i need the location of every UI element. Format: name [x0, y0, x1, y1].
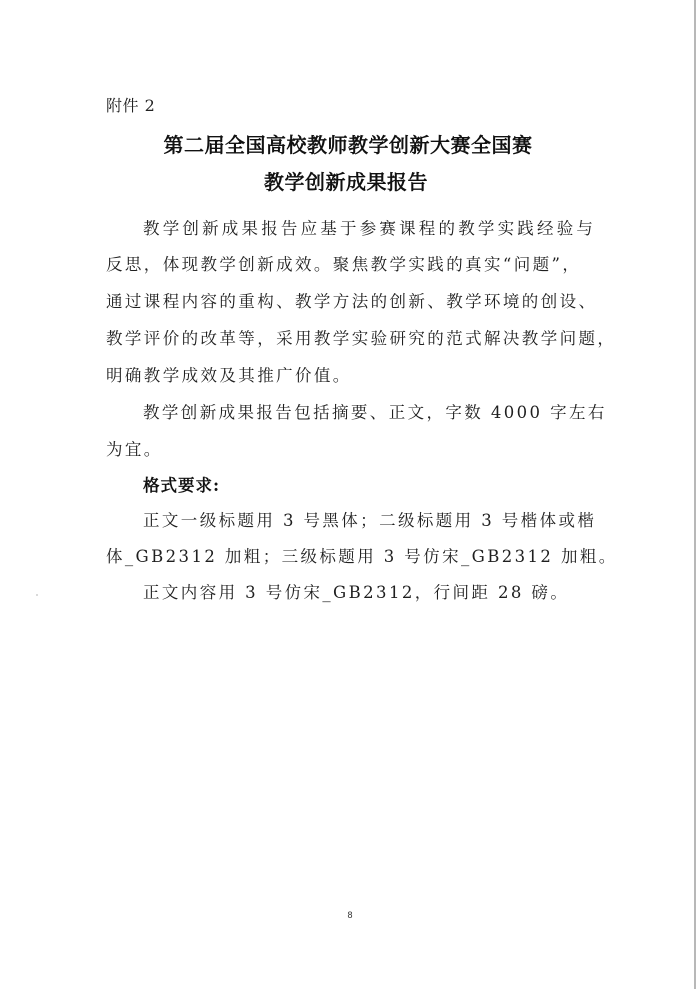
page-number: 8 [347, 910, 353, 920]
paragraph-line: 教学评价的改革等，采用教学实验研究的范式解决教学问题， [106, 329, 617, 348]
paragraph-line: 教学创新成果报告包括摘要、正文，字数 4000 字左右 [143, 403, 607, 422]
paragraph-line: 教学创新成果报告应基于参赛课程的教学实践经验与 [143, 219, 597, 238]
paragraph-line: 明确教学成效及其推广价值。 [106, 366, 352, 385]
attachment-label: 附件 2 [106, 96, 156, 115]
paragraph-line: 体_GB2312 加粗；三级标题用 3 号仿宋_GB2312 加粗。 [106, 547, 618, 566]
document-title-line-2: 教学创新成果报告 [264, 170, 428, 194]
paragraph-line: 反思，体现教学创新成效。聚焦教学实践的真实“问题”， [106, 255, 582, 274]
paragraph-line: 正文一级标题用 3 号黑体；二级标题用 3 号楷体或楷 [143, 511, 597, 530]
paragraph-line: 为宜。 [106, 440, 163, 459]
document-title-line-1: 第二届全国高校教师教学创新大赛全国赛 [163, 133, 533, 157]
scan-speck [36, 594, 38, 596]
paragraph-line: 正文内容用 3 号仿宋_GB2312，行间距 28 磅。 [143, 583, 570, 602]
format-requirements-heading: 格式要求: [143, 476, 221, 495]
paragraph-line: 通过课程内容的重构、教学方法的创新、教学环境的创设、 [106, 292, 598, 311]
